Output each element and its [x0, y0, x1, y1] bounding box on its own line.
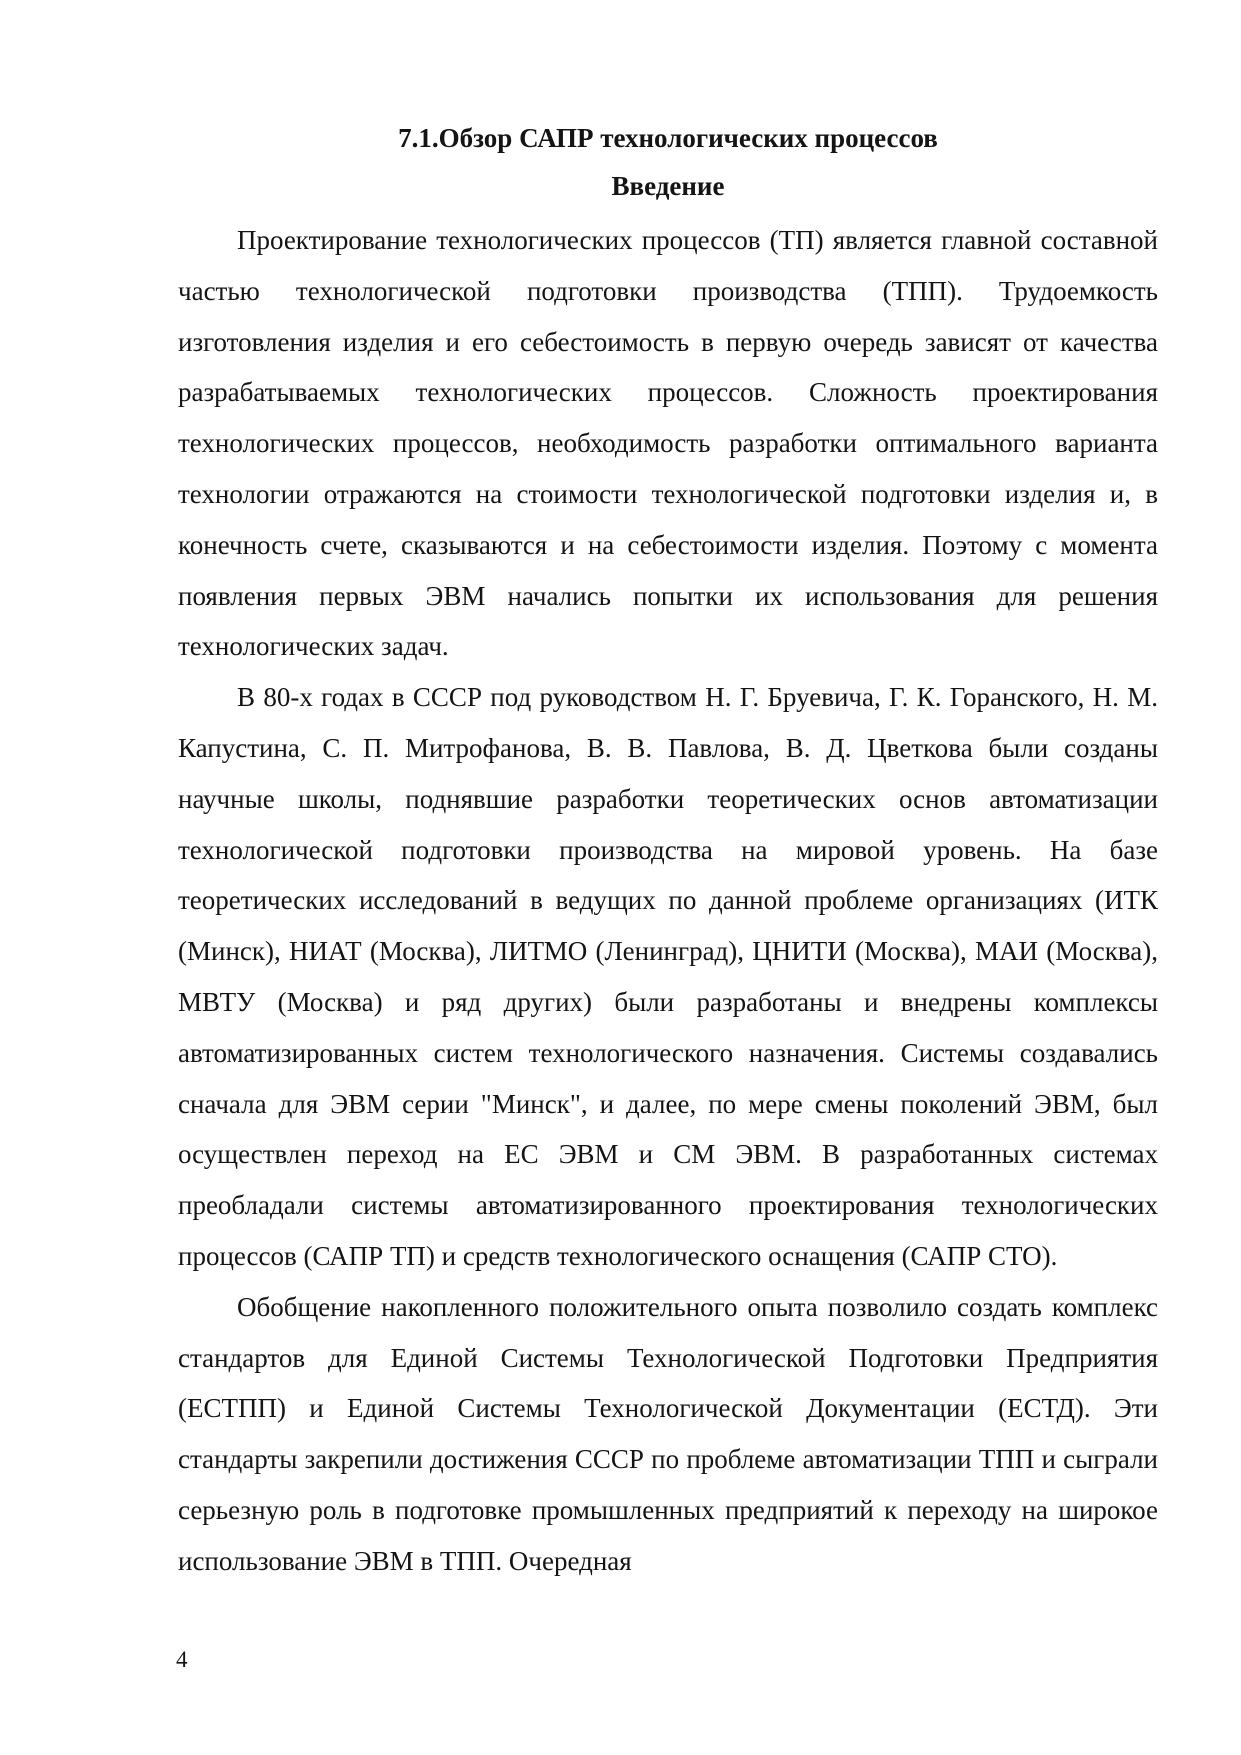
body-text	[178, 215, 1158, 1587]
page-number: 4	[176, 1647, 188, 1672]
section-title: 7.1.Обзор САПР технологических процессов	[398, 123, 938, 153]
paragraph-3: Обобщение накопленного положительного опыта позволило создать комплекс стандартов для Единой Системы Технологической Подготовки Предприятия (ЕСТПП) и Единой Системы Технологической Документации (ЕСТД). Эти стандарты закрепили достижения СССР по проблеме автоматизации ТПП и сыграли серьезную роль в подготовке промышленных предприятий к переходу на широкое использование ЭВМ в ТПП. Очередная	[178, 1291, 1158, 1576]
paragraph-2: В 80-х годах в СССР под руководством Н. Г. Бруевича, Г. К. Горанского, Н. М. Капустина, С. П. Митрофанова, В. В. Павлова, В. Д. Цветкова были созданы научные школы, поднявшие разработки теоретических основ автоматизации технологической подготовки производства на мировой уровень. На базе теоретических исследований в ведущих по данной проблеме организациях (ИТК (Минск), НИАТ (Москва), ЛИТМО (Ленинград), ЦНИТИ (Москва), МАИ (Москва), МВТУ (Москва) и ряд других) были разработаны и внедрены комплексы автоматизированных систем технологического назначения. Системы создавались сначала для ЭВМ серии "Минск", и далее, по мере смены поколений ЭВМ, был осуществлен переход на ЕС ЭВМ и СМ ЭВМ. В разработанных системах преобладали системы автоматизированного проектирования технологических процессов (САПР ТП) и средств технологического оснащения (САПР СТО).	[178, 682, 1158, 1271]
section-subtitle: Введение	[611, 171, 725, 201]
paragraph-1: Проектирование технологических процессов (ТП) является главной составной частью технологической подготовки производства (ТПП). Трудоемкость изготовления изделия и его себестоимость в первую очередь зависят от качества разрабатываемых технологических процессов. Сложность проектирования технологических процессов, необходимость разработки оптимального варианта технологии отражаются на стоимости технологической подготовки изделия и, в конечность счете, сказываются и на себестоимости изделия. Поэтому с момента появления первых ЭВМ начались попытки их использования для решения технологических задач.	[178, 225, 1158, 662]
